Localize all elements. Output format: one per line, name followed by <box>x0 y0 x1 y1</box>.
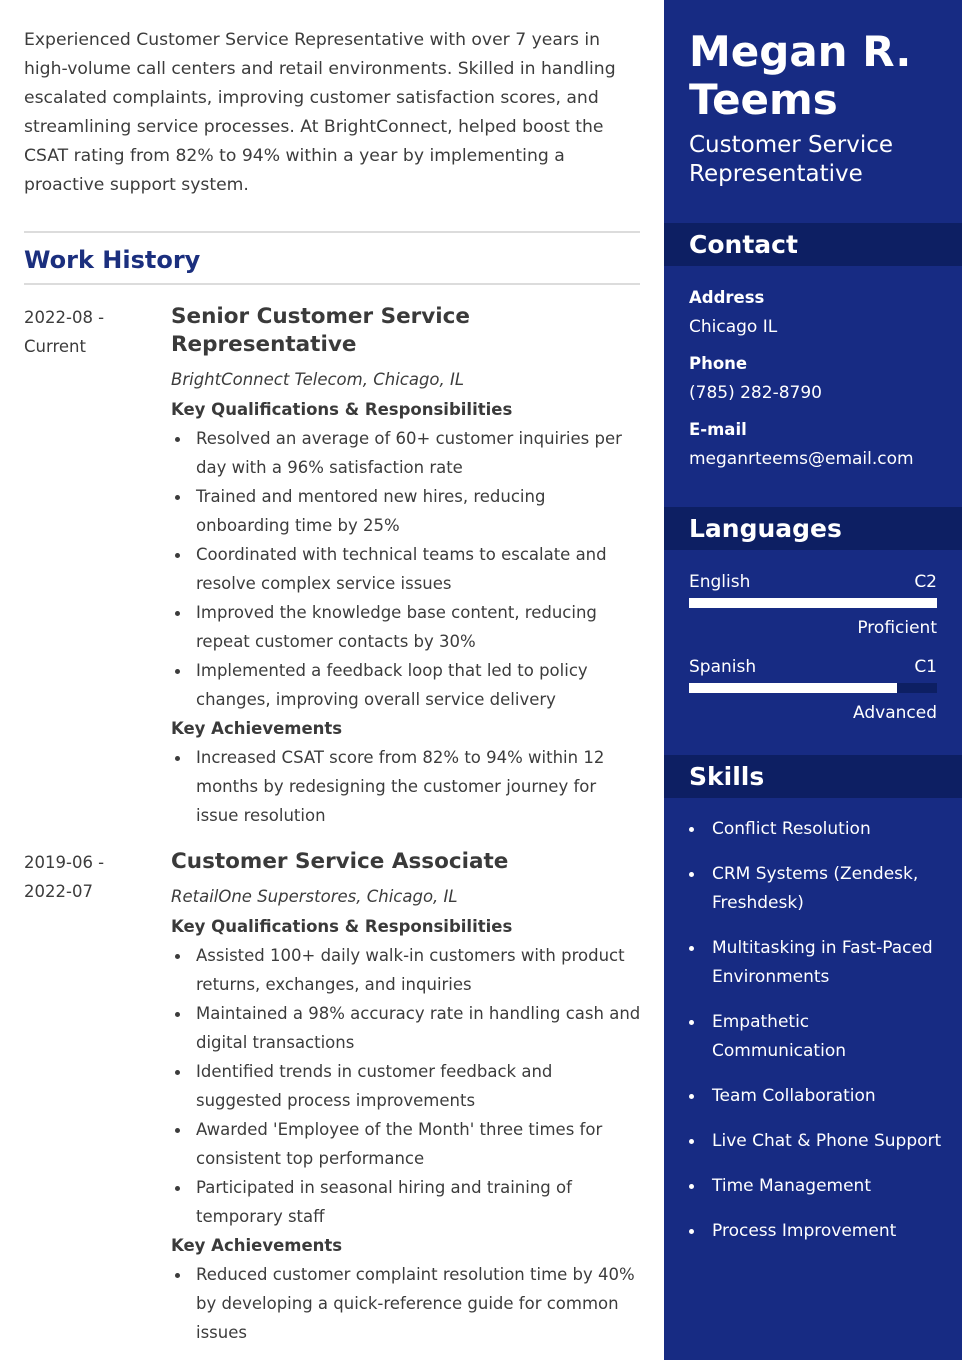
list-item: Resolved an average of 60+ customer inquiries per day with a 96% satisfaction rate <box>171 424 643 482</box>
skills-heading: Skills <box>664 755 962 798</box>
achievements-list <box>171 743 643 830</box>
list-item: Reduced customer complaint resolution time by 40% by developing a quick-reference guide for common issues <box>171 1260 643 1347</box>
list-item: Improved the knowledge base content, reducing repeat customer contacts by 30% <box>171 598 643 656</box>
list-item: Awarded 'Employee of the Month' three times for consistent top performance <box>171 1115 643 1173</box>
list-item: Maintained a 98% accuracy rate in handling cash and digital transactions <box>171 999 643 1057</box>
language-code: C1 <box>914 657 937 677</box>
list-item: Increased CSAT score from 82% to 94% within 12 months by redesigning the customer journey for issue resolution <box>171 743 643 830</box>
qualifications-list <box>171 424 643 714</box>
phone-label: Phone <box>689 354 748 373</box>
job-entry <box>24 848 640 1347</box>
work-history-heading: Work History <box>24 246 201 274</box>
language-level-fill <box>689 683 897 693</box>
email-label: E-mail <box>689 420 747 439</box>
job-company: BrightConnect Telecom, Chicago, IL <box>171 370 465 389</box>
language-code: C2 <box>914 572 937 592</box>
list-item: Coordinated with technical teams to escalate and resolve complex service issues <box>171 540 643 598</box>
job-dates <box>24 848 154 906</box>
qualifications-list <box>171 941 643 1231</box>
qualifications-heading: Key Qualifications & Responsibilities <box>171 917 513 936</box>
skill-item: Team Collaboration <box>689 1082 944 1111</box>
skill-item: Empathetic Communication <box>689 1008 944 1066</box>
list-item: Trained and mentored new hires, reducing onboarding time by 25% <box>171 482 643 540</box>
achievements-heading: Key Achievements <box>171 719 343 738</box>
achievements-list <box>171 1260 643 1347</box>
candidate-name: Megan R. Teems <box>689 27 912 124</box>
job-end-date: Current <box>24 337 86 356</box>
list-item: Identified trends in customer feedback and suggested process improvements <box>171 1057 643 1115</box>
languages-heading: Languages <box>664 507 962 550</box>
language-item <box>689 570 937 640</box>
job-details <box>171 848 643 1347</box>
skill-item: Live Chat & Phone Support <box>689 1127 944 1156</box>
language-name: English <box>689 572 751 592</box>
language-level: Proficient <box>857 618 937 638</box>
phone-value: (785) 282-8790 <box>689 383 822 403</box>
job-title: Customer Service Associate <box>171 849 509 874</box>
job-details <box>171 303 643 830</box>
divider <box>24 283 640 285</box>
list-item: Implemented a feedback loop that led to policy changes, improving overall service delivery <box>171 656 643 714</box>
job-company: RetailOne Superstores, Chicago, IL <box>171 887 458 906</box>
skill-item: CRM Systems (Zendesk, Freshdesk) <box>689 860 944 918</box>
qualifications-heading: Key Qualifications & Responsibilities <box>171 400 513 419</box>
job-start-date: 2022-08 - <box>24 308 105 327</box>
achievements-heading: Key Achievements <box>171 1236 343 1255</box>
job-entry <box>24 303 640 830</box>
language-level: Advanced <box>853 703 937 723</box>
sidebar <box>664 0 962 1360</box>
skill-item: Process Improvement <box>689 1217 944 1246</box>
job-start-date: 2019-06 - <box>24 853 105 872</box>
skill-item: Conflict Resolution <box>689 815 944 844</box>
job-title: Senior Customer Service Representative <box>171 304 470 357</box>
address-label: Address <box>689 288 765 307</box>
list-item: Participated in seasonal hiring and training of temporary staff <box>171 1173 643 1231</box>
professional-summary: Experienced Customer Service Representative with over 7 years in high-volume call centers and retail environments. Skilled in handling escalated complaints, improving customer satisfaction scores, and streamlining service processes. At BrightConnect, helped boost the CSAT rating from 82% to 94% within a year by implementing a proactive support system. <box>24 30 616 195</box>
job-end-date: 2022-07 <box>24 882 93 901</box>
language-level-fill <box>689 598 937 608</box>
job-dates <box>24 303 154 361</box>
language-name: Spanish <box>689 657 757 677</box>
language-level-bar <box>689 683 937 693</box>
language-level-bar <box>689 598 937 608</box>
skill-item: Time Management <box>689 1172 944 1201</box>
language-item <box>689 655 937 725</box>
skill-item: Multitasking in Fast-Paced Environments <box>689 934 944 992</box>
candidate-role: Customer Service Representative <box>689 132 894 187</box>
skills-list <box>689 815 944 1262</box>
list-item: Assisted 100+ daily walk-in customers with product returns, exchanges, and inquiries <box>171 941 643 999</box>
main-column <box>24 26 640 1347</box>
contact-heading: Contact <box>664 223 962 266</box>
email-value: meganrteems@email.com <box>689 449 914 469</box>
address-value: Chicago IL <box>689 317 778 337</box>
